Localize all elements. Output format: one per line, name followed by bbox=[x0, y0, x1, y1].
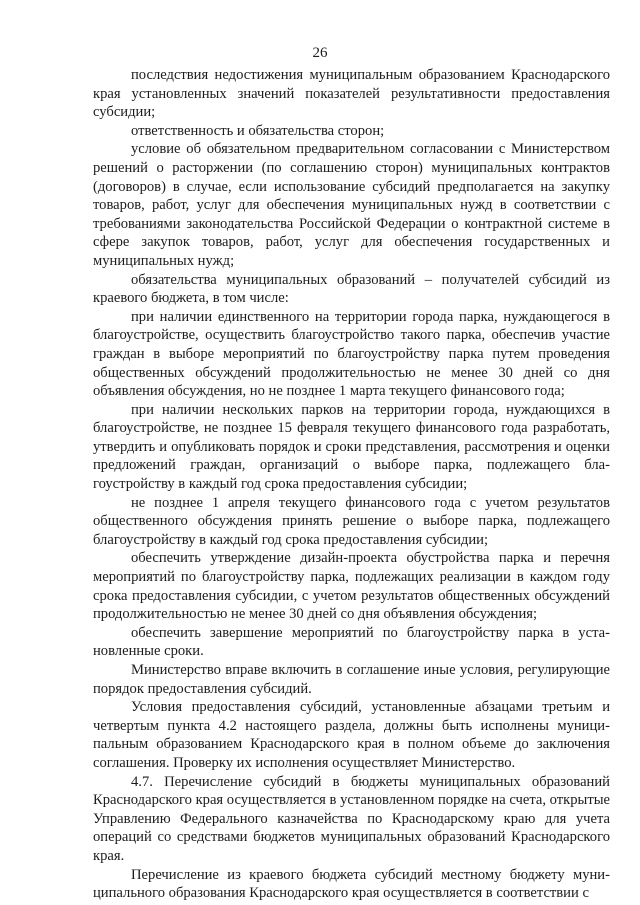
paragraph: при наличии нескольких парков на территории города, нуждающихся в благоустройстве, не позднее 15 февраля текущего финансового года разработать, утвердить и опубликовать порядок и сроки представления, рассмотрения и оценки предложений граждан, организаций о выборе парка, подлежащего благоустройству в каждый год срока предоставления субсидии; bbox=[93, 401, 610, 493]
paragraph: последствия недостижения муниципальным образованием Краснодарского края установленных значений показателей результативности предоставления субсидии; bbox=[93, 67, 610, 121]
paragraph: 4.7. Перечисление субсидий в бюджеты муниципальных образований Краснодарского края осуществляется в установленном порядке на счета, открытые Управлению Федерального казначейства по Краснодарскому краю для учета операций со средствами бюджетов муниципальных образований Краснодарского края. bbox=[93, 773, 610, 864]
paragraph: не позднее 1 апреля текущего финансового года с учетом результатов общественного обсуждения принять решение о выборе парка, подлежащего благоустройству в каждый год срока предоставления субсидии; bbox=[93, 494, 610, 548]
document-body bbox=[93, 66, 610, 903]
paragraph: Перечисление из краевого бюджета субсидий местному бюджету муниципального образования Краснодарского края осуществляется в соответствии с bbox=[93, 866, 610, 902]
paragraph: обеспечить утверждение дизайн-проекта обустройства парка и перечня мероприятий по благоустройству парка, подлежащих реализации в каждом году срока предоставления субсидии, с учетом результатов общественных обсуждений продолжительностью не менее 30 дней со дня объявления обсуждения; bbox=[93, 550, 610, 623]
paragraph: Условия предоставления субсидий, установленные абзацами третьим и четвертым пункта 4.2 настоящего раздела, должны быть исполнены муниципальным образованием Краснодарского края в полном объеме до заключения соглашения. Проверку их исполнения осуществляет Министерство. bbox=[93, 699, 610, 771]
paragraph: обеспечить завершение мероприятий по благоустройству парка в установленные сроки. bbox=[93, 624, 610, 660]
paragraph: ответственность и обязательства сторон; bbox=[131, 122, 385, 139]
paragraph: обязательства муниципальных образований – получателей субсидий из краевого бюджета, в том числе: bbox=[93, 271, 610, 307]
paragraph: при наличии единственного на территории города парка, нуждающегося в благоустройстве, осуществить благоустройство такого парка, обеспечив участие граждан в выборе мероприятий по благоустройству парка путем проведения общественных обсуждений продолжительностью не менее 30 дней со дня объявления обсуждения, но не позднее 1 марта текущего финансового года; bbox=[93, 308, 610, 400]
page-number: 26 bbox=[312, 45, 328, 61]
paragraph: Министерство вправе включить в соглашение иные условия, регулирующие порядок предоставления субсидий. bbox=[93, 662, 610, 697]
paragraph: условие об обязательном предварительном согласовании с Министерством решений о расторжении (по соглашению сторон) муниципальных контрактов (договоров) в случае, если использование субсидий предполагается на закупку товаров, работ, услуг для обеспечения муниципальных нужд в соответствии с требованиями законодательства Российской Федерации о контрактной системе в сфере закупок товаров, работ, услуг для обеспечения государственных и муниципальных нужд; bbox=[93, 141, 610, 269]
